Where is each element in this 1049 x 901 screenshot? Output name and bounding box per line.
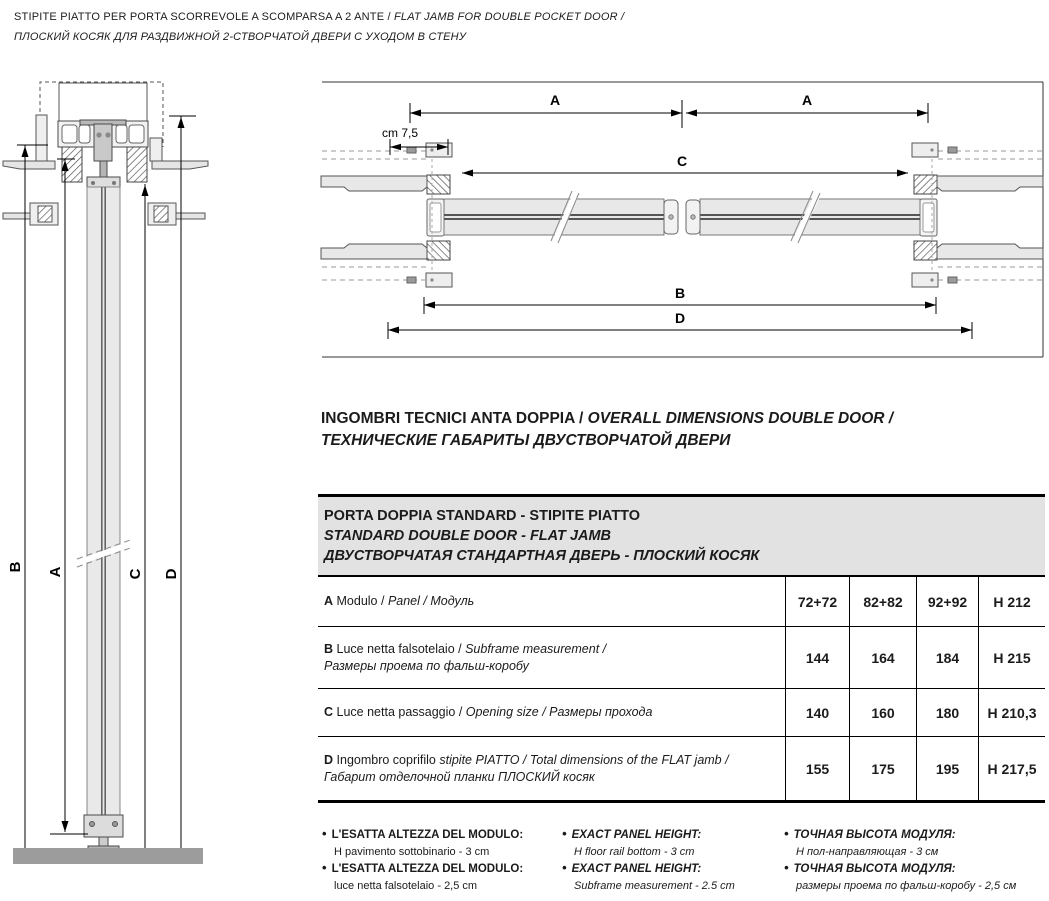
cell-b-1: 144 xyxy=(785,627,849,688)
row-d-label-line2: Габарит отделочной планки ПЛОСКИЙ косяк xyxy=(324,769,595,784)
row-b-label: B Luce netta falsotelaio / Subframe measurement / xyxy=(324,641,607,656)
row-b-label-line2: Размеры проема по фальш-коробу xyxy=(324,658,529,673)
bullet-icon xyxy=(784,829,794,841)
title-line-2: ПЛОСКИЙ КОСЯК ДЛЯ РАЗДВИЖНОЙ 2-СТВОРЧАТОЙ ДВЕРИ С УХОДОМ В СТЕНУ xyxy=(14,31,467,43)
row-letter: B xyxy=(324,641,334,656)
footnote-text: luce netta falsotelaio - 2,5 cm xyxy=(334,879,478,892)
table-row-d xyxy=(318,737,1045,803)
heading-it: INGOMBRI TECNICI ANTA DOPPIA / xyxy=(321,410,588,427)
footnote-title: EXACT PANEL HEIGHT: xyxy=(571,829,702,841)
dim-label-a: A xyxy=(47,566,64,578)
row-letter: D xyxy=(324,752,334,767)
cell-d-3: 195 xyxy=(916,737,978,800)
section-heading xyxy=(321,408,893,452)
cell-c-3: 180 xyxy=(916,689,978,736)
cell-d-2: 175 xyxy=(849,737,916,800)
door-panel-section xyxy=(77,187,133,820)
footnotes-english xyxy=(562,826,784,894)
dim-label-a-left: A xyxy=(549,92,561,108)
door-panels-plan xyxy=(444,191,920,243)
jamb-and-wall xyxy=(912,143,1043,287)
hatched-block-right xyxy=(127,147,147,182)
title-line-1 xyxy=(14,7,624,27)
bottom-rail xyxy=(84,815,123,851)
cell-d-h: H 217,5 xyxy=(978,737,1045,800)
row-d-label: D Ingombro coprifilo stipite PIATTO / Total dimensions of the FLAT jamb / xyxy=(324,752,729,767)
table-row-c xyxy=(318,689,1045,737)
table-header xyxy=(318,494,1045,577)
table-row-a xyxy=(318,577,1045,627)
track-housing xyxy=(59,83,147,121)
dim-label-b: B xyxy=(7,561,24,573)
footnote-text: H pavimento sottobinario - 3 cm xyxy=(334,845,490,858)
table-row-b xyxy=(318,627,1045,689)
dim-label-d: D xyxy=(163,568,180,580)
footnote-title: ТОЧНАЯ ВЫСОТА МОДУЛЯ: xyxy=(793,863,956,875)
dim-label-c: C xyxy=(127,568,144,580)
table-header-line-1: PORTA DOPPIA STANDARD - STIPITE PIATTO xyxy=(324,508,641,524)
heading-line-2: ТЕХНИЧЕСКИЕ ГАБАРИТЫ ДВУСТВОРЧАТОЙ ДВЕРИ xyxy=(321,432,731,449)
footnote-text: H floor rail bottom - 3 cm xyxy=(574,845,695,858)
footnote-text: размеры проема по фальш-коробу - 2,5 см xyxy=(796,879,1017,892)
footnote-title: EXACT PANEL HEIGHT: xyxy=(571,863,702,875)
heading-en: OVERALL DIMENSIONS DOUBLE DOOR / xyxy=(587,410,894,427)
cell-a-2: 82+82 xyxy=(849,577,916,626)
footnote-title: L'ESATTA ALTEZZA DEL MODULO: xyxy=(331,863,524,875)
document-title xyxy=(14,7,624,47)
bullet-icon xyxy=(784,863,794,875)
cell-b-2: 164 xyxy=(849,627,916,688)
row-c-label: C Luce netta passaggio / Opening size / Размеры прохода xyxy=(324,705,653,719)
dim-label-c: C xyxy=(676,153,688,169)
bullet-icon xyxy=(562,863,572,875)
cell-d-1: 155 xyxy=(785,737,849,800)
cell-c-h: H 210,3 xyxy=(978,689,1045,736)
left-jamb-and-wall xyxy=(321,143,452,287)
table-header-line-3: ДВУСТВОРЧАТАЯ СТАНДАРТНАЯ ДВЕРЬ - ПЛОСКИЙ КОСЯК xyxy=(324,548,760,564)
bullet-icon xyxy=(562,829,572,841)
table-header-line-2: STANDARD DOUBLE DOOR - FLAT JAMB xyxy=(324,528,612,544)
cell-a-h: H 212 xyxy=(978,577,1045,626)
bullet-icon xyxy=(322,863,332,875)
dim-label-b: B xyxy=(674,285,686,301)
title-it: STIPITE PIATTO PER PORTA SCORREVOLE A SCOMPARSA A 2 ANTE / xyxy=(14,11,395,23)
bullet-icon xyxy=(322,829,332,841)
footnotes xyxy=(322,826,1046,894)
footnote-title: L'ESATTA ALTEZZA DEL MODULO: xyxy=(331,829,524,841)
row-letter: C xyxy=(324,705,334,719)
cell-c-1: 140 xyxy=(785,689,849,736)
footnote-title: ТОЧНАЯ ВЫСОТА МОДУЛЯ: xyxy=(793,829,956,841)
plan-drawing xyxy=(320,75,1049,365)
spec-table xyxy=(318,494,1045,803)
cell-b-3: 184 xyxy=(916,627,978,688)
row-a-label: A Modulo / Panel / Модуль xyxy=(324,594,475,608)
footnote-text: Н пол-направляющая - 3 см xyxy=(796,845,939,858)
dim-label-d: D xyxy=(674,310,686,326)
cell-b-h: H 215 xyxy=(978,627,1045,688)
cell-a-1: 72+72 xyxy=(785,577,849,626)
floor xyxy=(13,848,203,864)
section-drawing xyxy=(0,75,230,887)
dim-label-a-right: A xyxy=(801,92,813,108)
dim-label-jamb-depth: cm 7,5 xyxy=(382,126,419,140)
footnote-text: Subframe measurement - 2.5 cm xyxy=(574,879,735,892)
cell-c-2: 160 xyxy=(849,689,916,736)
footnotes-russian xyxy=(784,826,1046,894)
footnotes-italian xyxy=(322,826,562,894)
cell-a-3: 92+92 xyxy=(916,577,978,626)
title-en: FLAT JAMB FOR DOUBLE POCKET DOOR / xyxy=(394,11,625,23)
heading-line-1 xyxy=(321,408,893,430)
row-letter: A xyxy=(324,594,334,608)
